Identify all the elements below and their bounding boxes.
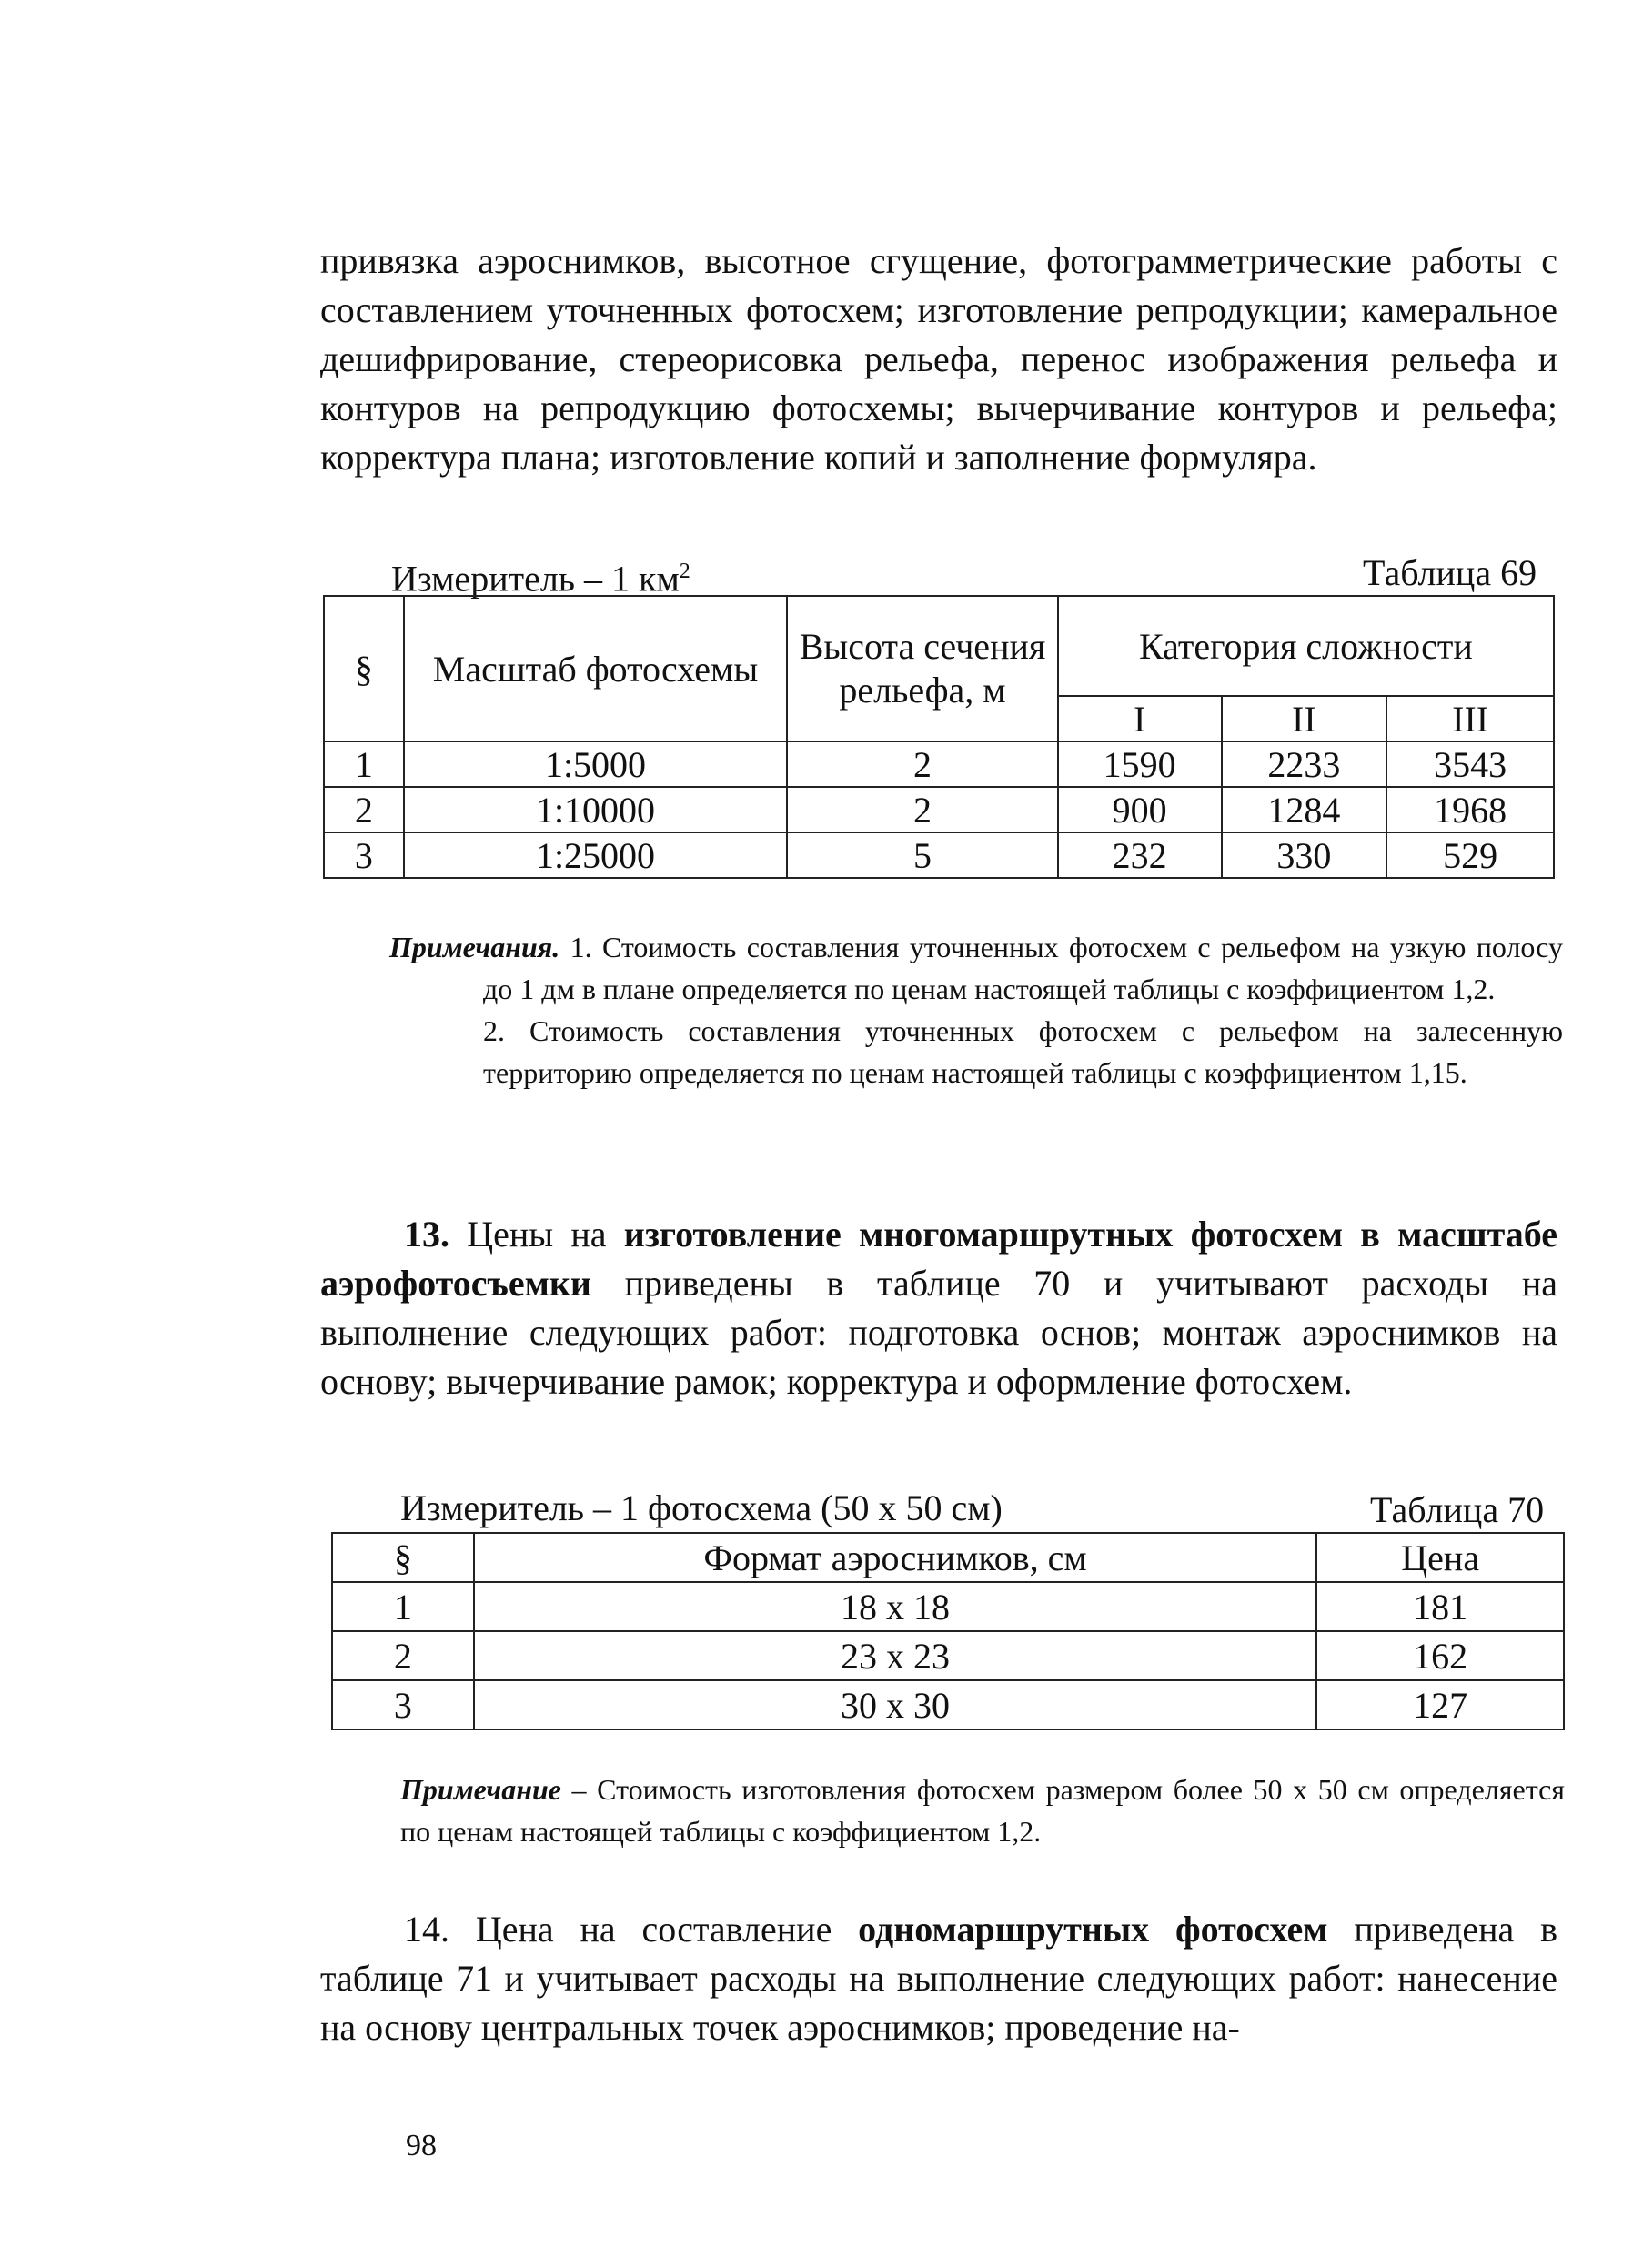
table69-header-cat-3: III [1386,696,1554,741]
table69-cell: 900 [1058,787,1222,832]
table69-cell: 1284 [1222,787,1387,832]
table-row [332,1631,1564,1680]
table70 [331,1532,1565,1730]
table69-cell: 2 [787,741,1058,787]
table69-cell: 232 [1058,832,1222,878]
note-2: 2. Стоимость составления уточненных фотосхем с рельефом на залесенную территорию определяется по ценам настоящей таблицы с коэффициентом 1,15. [483,1014,1563,1089]
table70-cell: 23 х 23 [474,1631,1317,1680]
table70-cell: 30 х 30 [474,1680,1317,1729]
table69-cell: 5 [787,832,1058,878]
table69-label: Таблица 69 [1363,552,1537,593]
table70-cell: 181 [1316,1582,1564,1631]
table69-cell: 529 [1386,832,1554,878]
table69-cell: 2 [324,787,404,832]
table-row [332,1680,1564,1729]
table70-cell: 162 [1316,1631,1564,1680]
table69-header-cat-2: II [1222,696,1387,741]
table69 [323,595,1555,879]
table69-cell: 2 [787,787,1058,832]
table-row [324,787,1554,832]
table-row [324,741,1554,787]
table69-header-cat-1: I [1058,696,1222,741]
table70-cell: 18 х 18 [474,1582,1317,1631]
table70-header-section: § [332,1533,474,1582]
table69-cell: 1590 [1058,741,1222,787]
table-row [324,832,1554,878]
page-number: 98 [406,2129,437,2162]
table70-label: Таблица 70 [1370,1489,1545,1530]
paragraph-13: 13. Цены на изготовление многомаршрутных фотосхем в масштабе аэрофотосъемки приведены в таблице 70 и учитывают расходы на выполнение следующих работ: подготовка основ; монтаж аэроснимков на основу; вычерчивание рамок; корректура и оформление фотосхем. [320,1214,1557,1402]
table70-cell: 2 [332,1631,474,1680]
table70-header-format: Формат аэроснимков, см [474,1533,1317,1582]
table70-cell: 1 [332,1582,474,1631]
table69-unit: Измеритель – 1 $км^2$ [391,558,690,600]
table69-header-scale: Масштаб фотосхемы [404,596,787,741]
table69-header-category: Категория сложности [1058,596,1554,696]
table69-cell: 1:10000 [404,787,787,832]
table70-note: Примечание – Стоимость изготовления фотосхем размером более 50 х 50 см определяется по ценам настоящей таблицы с коэффициентом 1,2. [400,1773,1565,1848]
table69-notes [389,926,1563,1094]
table69-cell: 1:25000 [404,832,787,878]
table-row [332,1582,1564,1631]
intro-paragraph: привязка аэроснимков, высотное сгущение, фотограмметрические работы с составлением уточненных фотосхем; изготовление репродукции; камеральное дешифрирование, стереорисовка рельефа, перенос изображения рельефа и контуров на репродукцию фотосхемы; вычерчивание контуров и рельефа; корректура плана; изготовление копий и заполнение формуляра. [320,240,1557,478]
table69-cell: 1968 [1386,787,1554,832]
table69-header-height: Высота сечения рельефа, м [787,596,1058,741]
table69-cell: 2233 [1222,741,1387,787]
table70-unit: Измеритель – 1 фотосхема (50 х 50 см) [400,1487,1003,1528]
table70-cell: 127 [1316,1680,1564,1729]
table69-cell: 3 [324,832,404,878]
table69-header-section: § [324,596,404,741]
table70-cell: 3 [332,1680,474,1729]
paragraph-14: 14. Цена на составление одномаршрутных фотосхем приведена в таблице 71 и учитывает расходы на выполнение следующих работ: нанесение на основу центральных точек аэроснимков; проведение на- [320,1909,1558,2048]
note-1: Примечания. 1. Стоимость составления уточненных фотосхем с рельефом на узкую полосу до 1 дм в плане определяется по ценам настоящей таблицы с коэффициентом 1,2. [389,931,1564,1005]
table69-cell: 1 [324,741,404,787]
table69-cell: 3543 [1386,741,1554,787]
table69-cell: 330 [1222,832,1387,878]
table69-cell: 1:5000 [404,741,787,787]
table70-header-price: Цена [1316,1533,1564,1582]
notes-label: Примечания. [389,931,560,963]
